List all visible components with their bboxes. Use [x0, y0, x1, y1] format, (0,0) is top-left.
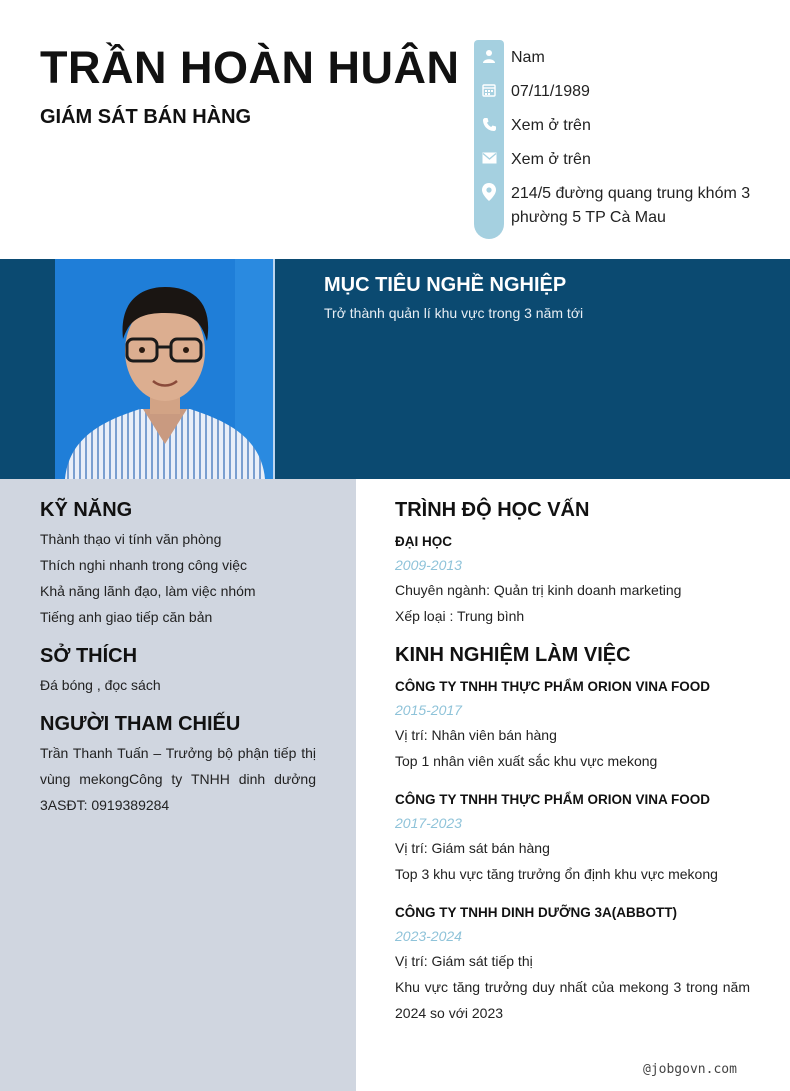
- watermark: @jobgovn.com: [643, 1062, 737, 1077]
- skill-item: Khả năng lãnh đạo, làm việc nhóm: [40, 583, 256, 599]
- hobby-item: Đá bóng , đọc sách: [40, 677, 161, 693]
- references-title: NGƯỜI THAM CHIẾU: [40, 713, 241, 735]
- gender-text: Nam: [511, 49, 545, 66]
- objective-title: MỤC TIÊU NGHỀ NGHIỆP: [324, 274, 567, 296]
- profile-photo: [55, 259, 275, 479]
- cv-header: [0, 0, 790, 259]
- education-school: ĐẠI HỌC: [395, 534, 452, 549]
- job-company: CÔNG TY TNHH THỰC PHẨM ORION VINA FOOD: [395, 792, 710, 807]
- job-position: GIÁM SÁT BÁN HÀNG: [40, 106, 252, 128]
- experience-title: KINH NGHIỆM LÀM VIỆC: [395, 644, 631, 666]
- objective-text: Trở thành quản lí khu vực trong 3 năm tới: [324, 305, 584, 321]
- skill-item: Thành thạo vi tính văn phòng: [40, 531, 222, 547]
- location-pin-icon: [479, 182, 499, 202]
- education-grade: Xếp loại : Trung bình: [395, 608, 525, 624]
- job-achievement: Top 3 khu vực tăng trưởng ổn định khu vực mekong: [395, 866, 718, 882]
- education-period: 2009-2013: [395, 557, 462, 573]
- job-period: 2017-2023: [395, 815, 462, 831]
- birthday-text: 07/11/1989: [511, 83, 590, 100]
- user-icon: [479, 46, 499, 66]
- education-major: Chuyên ngành: Quản trị kinh doanh marketing: [395, 582, 682, 598]
- email-text: Xem ở trên: [511, 151, 591, 168]
- address-text: 214/5 đường quang trung khóm 3 phường 5 TP Cà Mau: [511, 185, 751, 226]
- skills-title: KỸ NĂNG: [40, 499, 133, 521]
- contact-icon-bar: [474, 40, 504, 239]
- mail-icon: [479, 148, 499, 168]
- skill-item: Thích nghi nhanh trong công việc: [40, 557, 248, 573]
- reference-text: Trần Thanh Tuấn – Trưởng bộ phận tiếp thị vùng mekongCông ty TNHH dinh dưởng 3ASĐT: 0919389284: [40, 745, 316, 813]
- job-role: Vị trí: Giám sát tiếp thị: [395, 953, 533, 969]
- job-company: CÔNG TY TNHH DINH DƯỠNG 3A(ABBOTT): [395, 905, 677, 920]
- job-role: Vị trí: Giám sát bán hàng: [395, 840, 550, 856]
- candidate-name: TRẦN HOÀN HUÂN: [40, 42, 460, 93]
- job-achievement: Top 1 nhân viên xuất sắc khu vực mekong: [395, 753, 658, 769]
- phone-icon: [479, 114, 499, 134]
- job-company: CÔNG TY TNHH THỰC PHẨM ORION VINA FOOD: [395, 679, 710, 694]
- skill-item: Tiếng anh giao tiếp căn bản: [40, 609, 213, 625]
- hobbies-title: SỞ THÍCH: [40, 645, 138, 667]
- job-period: 2015-2017: [395, 702, 462, 718]
- phone-text: Xem ở trên: [511, 117, 591, 134]
- job-achievement: Khu vực tăng trưởng duy nhất của mekong 3 trong năm 2024 so với 2023: [395, 979, 750, 1021]
- education-title: TRÌNH ĐỘ HỌC VẤN: [395, 499, 590, 521]
- job-role: Vị trí: Nhân viên bán hàng: [395, 727, 557, 743]
- job-period: 2023-2024: [395, 928, 462, 944]
- calendar-icon: [479, 80, 499, 100]
